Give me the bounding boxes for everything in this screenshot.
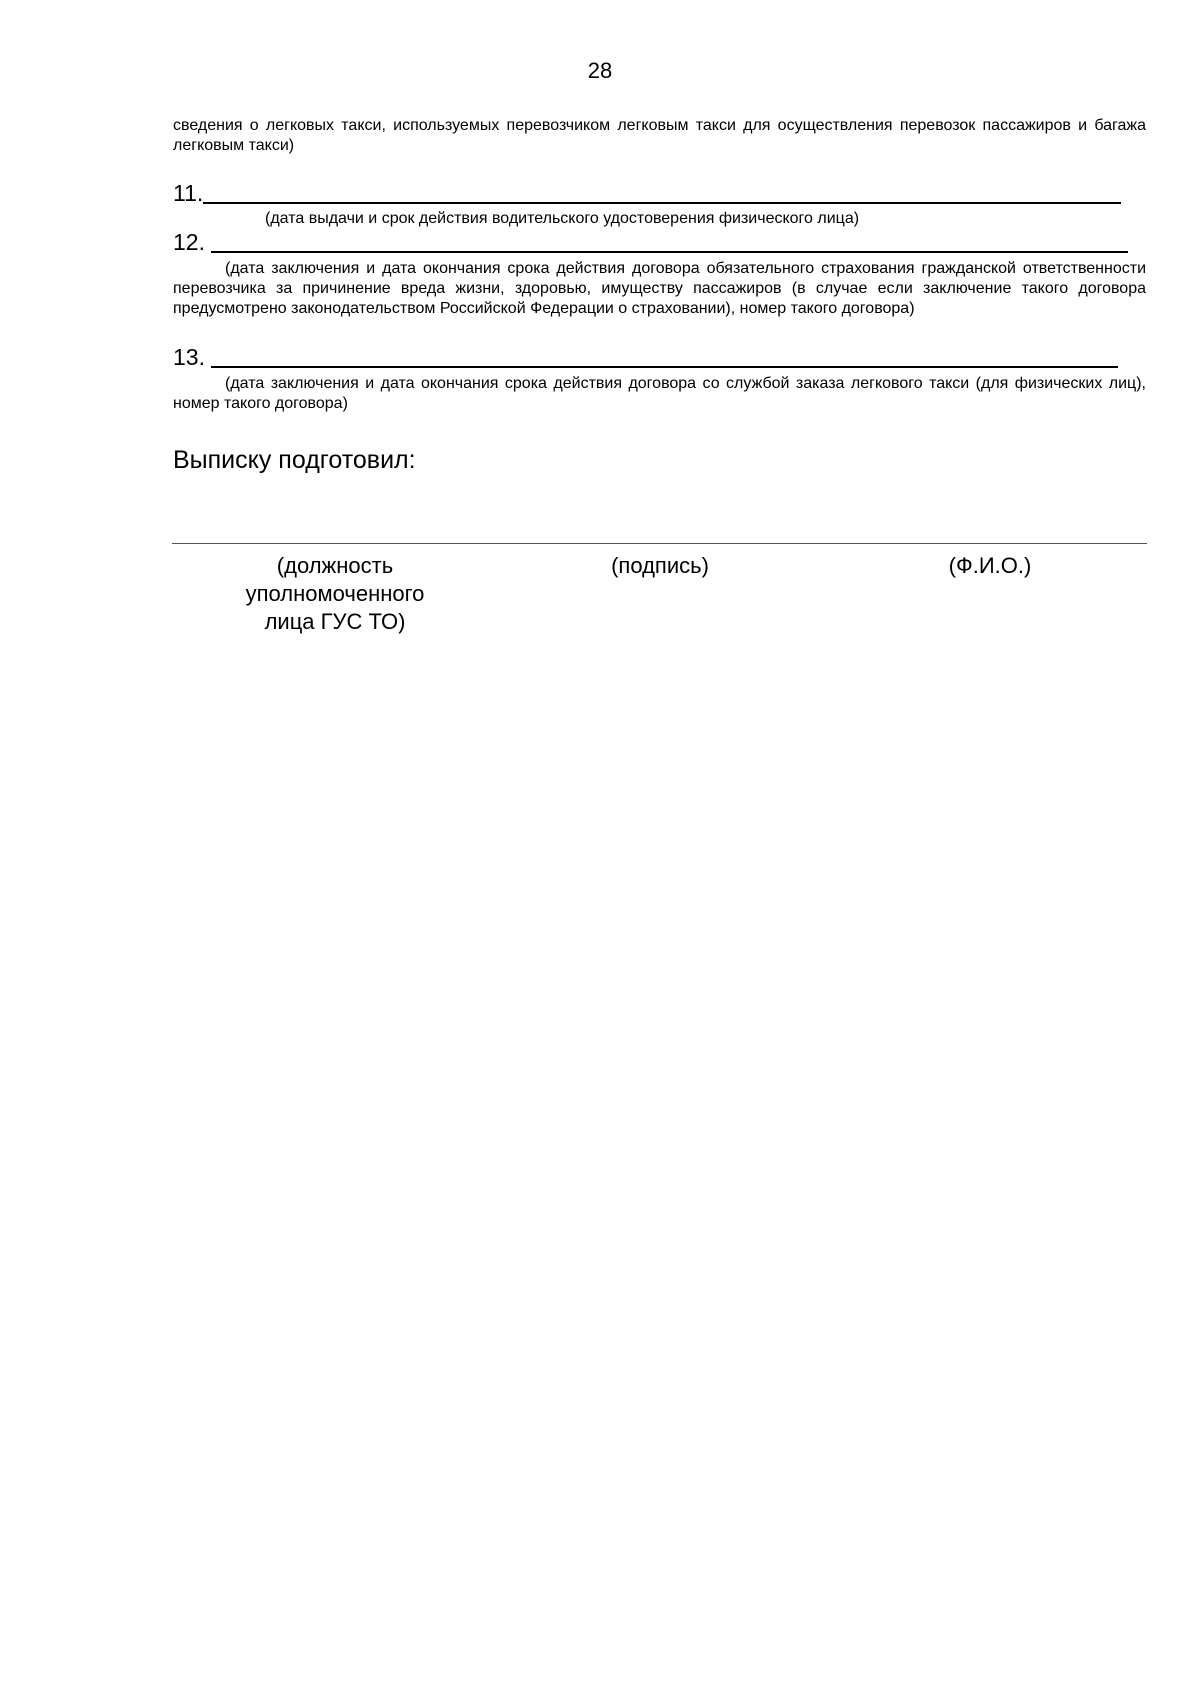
item-11-number: 11. [173,180,204,206]
item-12-caption: (дата заключения и дата окончания срока действия договора обязательного страхования гражданской ответственности перевозчика за причинение вреда жизни, здоровью, имуществу пассажиров (в случае если заключение такого договора предусмотрено законодательством Российской Федерации о страховании), номер такого договора) [173,260,1146,317]
item-11-caption: (дата выдачи и срок действия водительского удостоверения физического лица) [265,210,860,227]
item-12-number: 12. [173,229,212,255]
item-11-fill-rule [203,201,1121,204]
item-13-number: 13. [173,344,212,370]
prepared-by-label: Выписку подготовил: [173,446,416,474]
item-12-line [173,229,1128,256]
item-13-fill-rule [211,365,1118,368]
signature-rule [172,543,1147,544]
item-11-caption-block [173,209,1146,229]
signature-signature-label: (подпись) [611,553,709,578]
item-13-caption: (дата заключения и дата окончания срока действия договора со службой заказа легкового такси (для физических лиц), номер такого договора) [173,375,1146,412]
item-12-fill-rule [211,250,1128,253]
signature-position-label: (должность уполномоченного лица ГУС ТО) [245,553,425,634]
item-11-line [173,180,1121,207]
item-13-line [173,344,1118,371]
page-number: 28 [587,58,613,83]
signature-name-label: (Ф.И.О.) [948,553,1032,578]
continuation-text: сведения о легковых такси, используемых перевозчиком легковым такси для осуществления перевозок пассажиров и багажа легковым такси) [173,117,1146,154]
